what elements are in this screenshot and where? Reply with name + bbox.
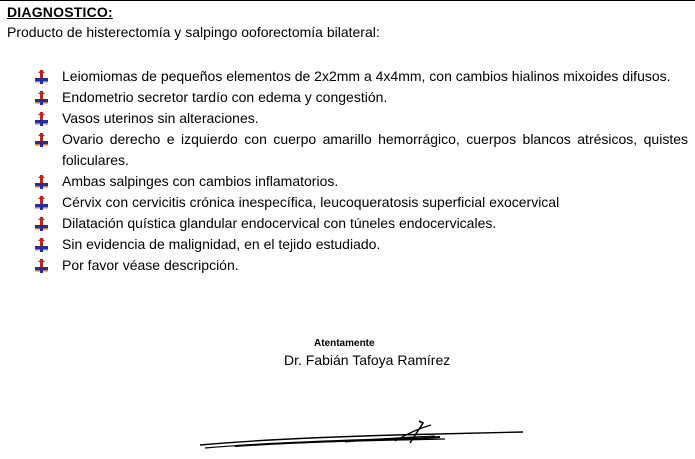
finding-text: Endometrio secretor tardío con edema y congestión. — [62, 89, 388, 105]
arrow-cross-bullet-icon — [34, 174, 50, 190]
finding-item — [34, 192, 688, 213]
handwritten-signature — [195, 415, 530, 455]
arrow-cross-bullet-icon — [34, 132, 50, 148]
finding-text: Por favor véase descripción. — [62, 257, 239, 273]
finding-text: Leiomiomas de pequeños elementos de 2x2mm a 4x4mm, con cambios hialinos mixoides difusos. — [62, 68, 671, 84]
finding-text: Cérvix con cervicitis crónica inespecífica, leucoqueratosis superficial exocervical — [62, 194, 560, 210]
arrow-cross-bullet-icon — [34, 216, 50, 232]
finding-item — [34, 66, 688, 87]
finding-item — [34, 255, 688, 276]
findings-list — [34, 66, 694, 276]
arrow-cross-bullet-icon — [34, 258, 50, 274]
diagnosis-heading: DIAGNOSTICO: — [7, 4, 113, 20]
finding-item — [34, 108, 688, 129]
arrow-cross-bullet-icon — [34, 111, 50, 127]
top-rule — [0, 0, 695, 1]
closing-salutation: Atentamente — [314, 338, 375, 349]
signer-name: Dr. Fabián Tafoya Ramírez — [284, 352, 451, 368]
arrow-cross-bullet-icon — [34, 90, 50, 106]
finding-text: Vasos uterinos sin alteraciones. — [62, 110, 259, 126]
arrow-cross-bullet-icon — [34, 237, 50, 253]
finding-text: Ambas salpinges con cambios inflamatorios. — [62, 173, 339, 189]
finding-text: Ovario derecho e izquierdo con cuerpo amarillo hemorrágico, cuerpos blancos atrésicos, quistes foliculares. — [62, 131, 688, 168]
finding-item — [34, 129, 688, 171]
finding-item — [34, 234, 688, 255]
finding-item — [34, 87, 688, 108]
finding-text: Dilatación quística glandular endocervical con túneles endocervicales. — [62, 215, 497, 231]
diagnosis-subtitle: Producto de histerectomía y salpingo ooforectomía bilateral: — [7, 24, 380, 40]
arrow-cross-bullet-icon — [34, 195, 50, 211]
arrow-cross-bullet-icon — [34, 69, 50, 85]
finding-item — [34, 213, 688, 234]
finding-item — [34, 171, 688, 192]
finding-text: Sin evidencia de malignidad, en el tejido estudiado. — [62, 236, 381, 252]
